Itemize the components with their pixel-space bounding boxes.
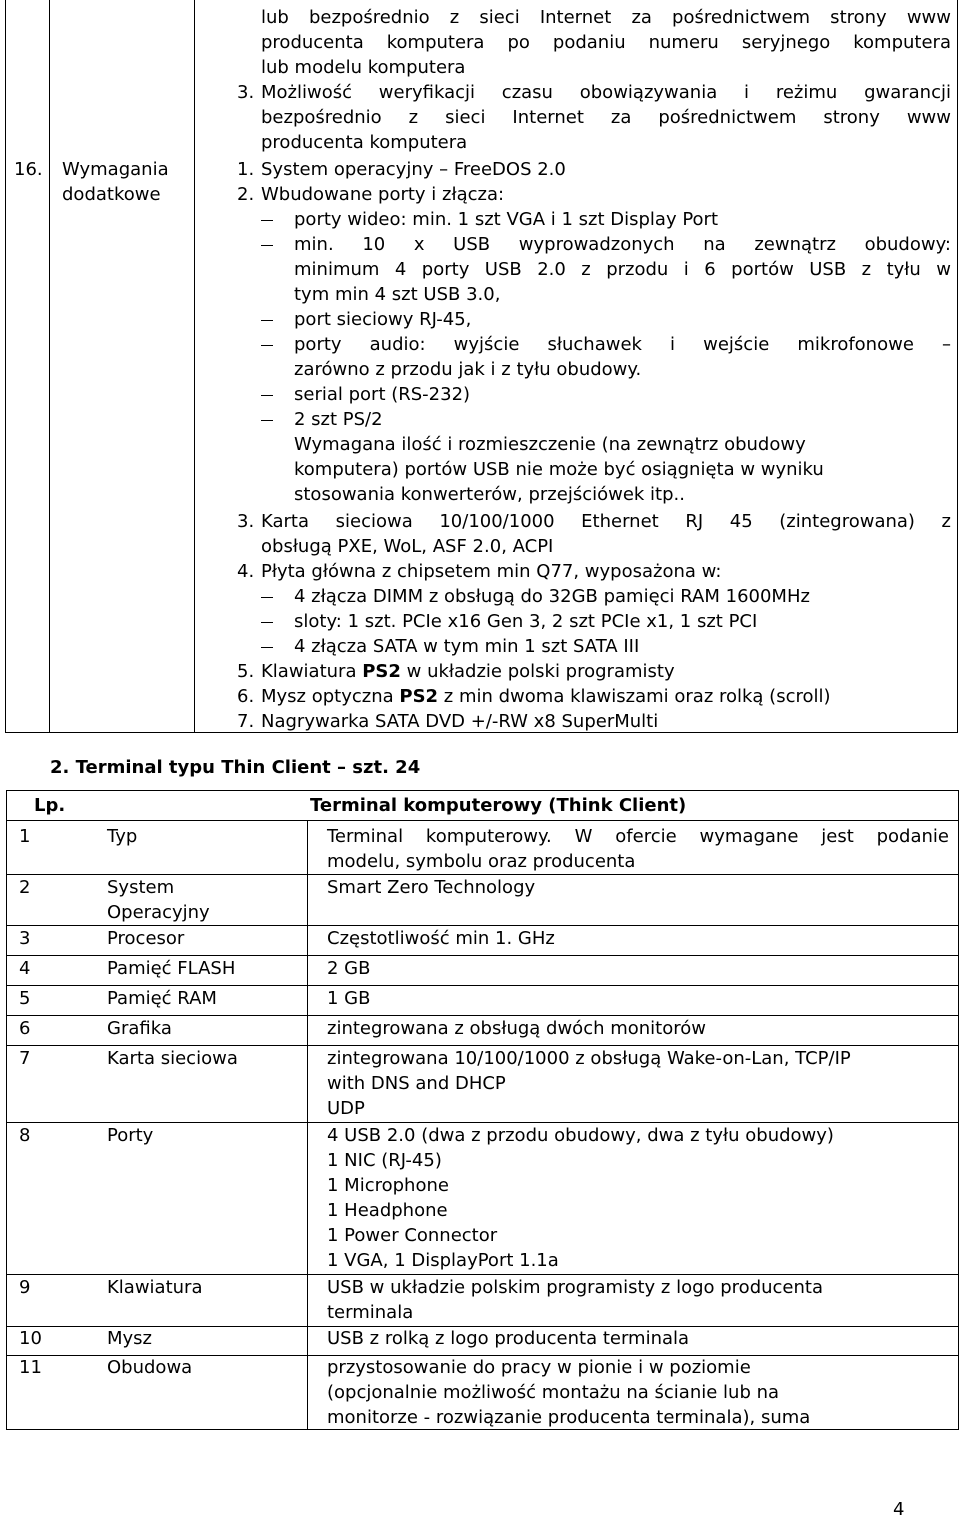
text-line: lub modelu komputera	[261, 57, 466, 78]
note-line: komputera) portów USB nie może być osiągnięta w wyniku	[294, 459, 824, 480]
row-value: przystosowanie do pracy w pionie i w poziomie	[327, 1357, 751, 1378]
port-item: tym min 4 szt USB 3.0,	[294, 284, 501, 305]
row-name: Procesor	[107, 928, 185, 949]
header-lp: Lp.	[34, 795, 66, 816]
port-item: zarówno z przodu jak i z tyłu obudowy.	[294, 359, 642, 380]
row-name: Obudowa	[107, 1357, 193, 1378]
row-number: 16.	[14, 159, 43, 180]
column-divider	[307, 820, 308, 1429]
list-number: 3.	[237, 82, 255, 103]
page-number: 4	[893, 1499, 905, 1520]
mobo-item: 4 złącza DIMM z obsługą do 32GB pamięci RAM 1600MHz	[294, 586, 810, 607]
row-value: terminala	[327, 1302, 414, 1323]
row-value: with DNS and DHCP	[327, 1073, 506, 1094]
port-item: serial port (RS-232)	[294, 384, 471, 405]
list-item: System operacyjny – FreeDOS 2.0	[261, 159, 566, 180]
column-divider	[194, 0, 195, 732]
list-item	[261, 659, 675, 684]
row-name: Klawiatura	[107, 1277, 203, 1298]
row-value: zintegrowana z obsługą dwóch monitorów	[327, 1018, 706, 1039]
mobo-item: sloty: 1 szt. PCIe x16 Gen 3, 2 szt PCIe x1, 1 szt PCI	[294, 611, 758, 632]
row-divider	[7, 820, 958, 821]
dash-bullet	[261, 647, 273, 648]
port-item: 2 szt PS/2	[294, 409, 383, 430]
row-name: Pamięć FLASH	[107, 958, 236, 979]
row-value: zintegrowana 10/100/1000 z obsługą Wake-on-Lan, TCP/IP	[327, 1048, 851, 1069]
section-heading: 2. Terminal typu Thin Client – szt. 24	[50, 757, 421, 778]
text-line: Możliwość weryfikacji czasu obowiązywania i reżimu gwarancji	[261, 82, 951, 103]
row-value: Częstotliwość min 1. GHz	[327, 928, 555, 949]
row-lp: 9	[19, 1277, 31, 1298]
row-lp: 1	[19, 826, 31, 847]
list-item: obsługą PXE, WoL, ASF 2.0, ACPI	[261, 536, 554, 557]
row-value: modelu, symbolu oraz producenta	[327, 851, 636, 872]
row-value: Terminal komputerowy. W ofercie wymagane jest podanie	[327, 826, 949, 847]
row-value: 2 GB	[327, 958, 371, 979]
row-lp: 5	[19, 988, 31, 1009]
row-label-line: dodatkowe	[62, 184, 161, 205]
row-lp: 3	[19, 928, 31, 949]
dash-bullet	[261, 320, 273, 321]
note-line: Wymagana ilość i rozmieszczenie (na zewnątrz obudowy	[294, 434, 806, 455]
row-value: monitorze - rozwiązanie producenta terminala), suma	[327, 1407, 811, 1428]
row-value: 1 NIC (RJ-45)	[327, 1150, 442, 1171]
note-line: stosowania konwerterów, przejściówek itp..	[294, 484, 685, 505]
dash-bullet	[261, 220, 273, 221]
row-name: Mysz	[107, 1328, 153, 1349]
list-number: 6.	[237, 686, 255, 707]
dash-bullet	[261, 395, 273, 396]
text-line: producenta komputera po podaniu numeru seryjnego komputera	[261, 32, 951, 53]
list-item: Wbudowane porty i złącza:	[261, 184, 505, 205]
row-name: System	[107, 877, 175, 898]
row-value: 1 Microphone	[327, 1175, 449, 1196]
list-item: Karta sieciowa 10/100/1000 Ethernet RJ 45 (zintegrowana) z	[261, 511, 951, 532]
list-number: 7.	[237, 711, 255, 732]
row-label-line: Wymagania	[62, 159, 169, 180]
list-item: Płyta główna z chipsetem min Q77, wyposażona w:	[261, 561, 722, 582]
mobo-item: 4 złącza SATA w tym min 1 szt SATA III	[294, 636, 640, 657]
list-item	[261, 684, 831, 709]
row-value: 1 Headphone	[327, 1200, 448, 1221]
list-number: 4.	[237, 561, 255, 582]
text-line: lub bezpośrednio z sieci Internet za pośrednictwem strony www	[261, 7, 951, 28]
row-name: Pamięć RAM	[107, 988, 217, 1009]
dash-bullet	[261, 622, 273, 623]
bold-text: PS2	[362, 661, 401, 682]
header-title: Terminal komputerowy (Think Client)	[310, 795, 687, 816]
row-lp: 6	[19, 1018, 31, 1039]
port-item: port sieciowy RJ-45,	[294, 309, 472, 330]
row-name: Operacyjny	[107, 902, 210, 923]
row-value: 1 Power Connector	[327, 1225, 498, 1246]
row-value: UDP	[327, 1098, 365, 1119]
port-item: porty audio: wyjście słuchawek i wejście mikrofonowe –	[294, 334, 951, 355]
list-number: 5.	[237, 661, 255, 682]
list-number: 3.	[237, 511, 255, 532]
text-line: producenta komputera	[261, 132, 468, 153]
row-lp: 4	[19, 958, 31, 979]
row-name: Karta sieciowa	[107, 1048, 238, 1069]
list-item: Nagrywarka SATA DVD +/-RW x8 SuperMulti	[261, 711, 659, 732]
dash-bullet	[261, 420, 273, 421]
row-value: 4 USB 2.0 (dwa z przodu obudowy, dwa z tyłu obudowy)	[327, 1125, 834, 1146]
dash-bullet	[261, 245, 273, 246]
row-value: 1 VGA, 1 DisplayPort 1.1a	[327, 1250, 559, 1271]
thin-client-spec-table	[6, 790, 959, 1430]
row-lp: 2	[19, 877, 31, 898]
row-name: Porty	[107, 1125, 154, 1146]
dash-bullet	[261, 345, 273, 346]
row-value: (opcjonalnie możliwość montażu na ścianie lub na	[327, 1382, 780, 1403]
list-number: 1.	[237, 159, 255, 180]
bold-text: PS2	[399, 686, 439, 707]
row-value: USB w układzie polskim programisty z logo producenta	[327, 1277, 823, 1298]
text-run: w układzie polski programisty	[400, 661, 675, 682]
text-run: z min dwoma klawiszami oraz rolką (scroll)	[438, 686, 831, 707]
text-run: Klawiatura	[261, 661, 363, 682]
text-run: Mysz optyczna	[261, 686, 400, 707]
row-name: Typ	[107, 826, 138, 847]
row-lp: 10	[19, 1328, 42, 1349]
port-item: min. 10 x USB wyprowadzonych na zewnątrz obudowy:	[294, 234, 951, 255]
row-value: USB z rolką z logo producenta terminala	[327, 1328, 690, 1349]
text-line: bezpośrednio z sieci Internet za pośrednictwem strony www	[261, 107, 951, 128]
dash-bullet	[261, 597, 273, 598]
requirements-table-fragment	[5, 0, 958, 733]
list-number: 2.	[237, 184, 255, 205]
row-value: Smart Zero Technology	[327, 877, 536, 898]
port-item: porty wideo: min. 1 szt VGA i 1 szt Display Port	[294, 209, 719, 230]
column-divider	[49, 0, 50, 732]
row-lp: 7	[19, 1048, 31, 1069]
row-lp: 11	[19, 1357, 42, 1378]
row-lp: 8	[19, 1125, 31, 1146]
row-name: Grafika	[107, 1018, 172, 1039]
port-item: minimum 4 porty USB 2.0 z przodu i 6 portów USB z tyłu w	[294, 259, 951, 280]
row-value: 1 GB	[327, 988, 371, 1009]
